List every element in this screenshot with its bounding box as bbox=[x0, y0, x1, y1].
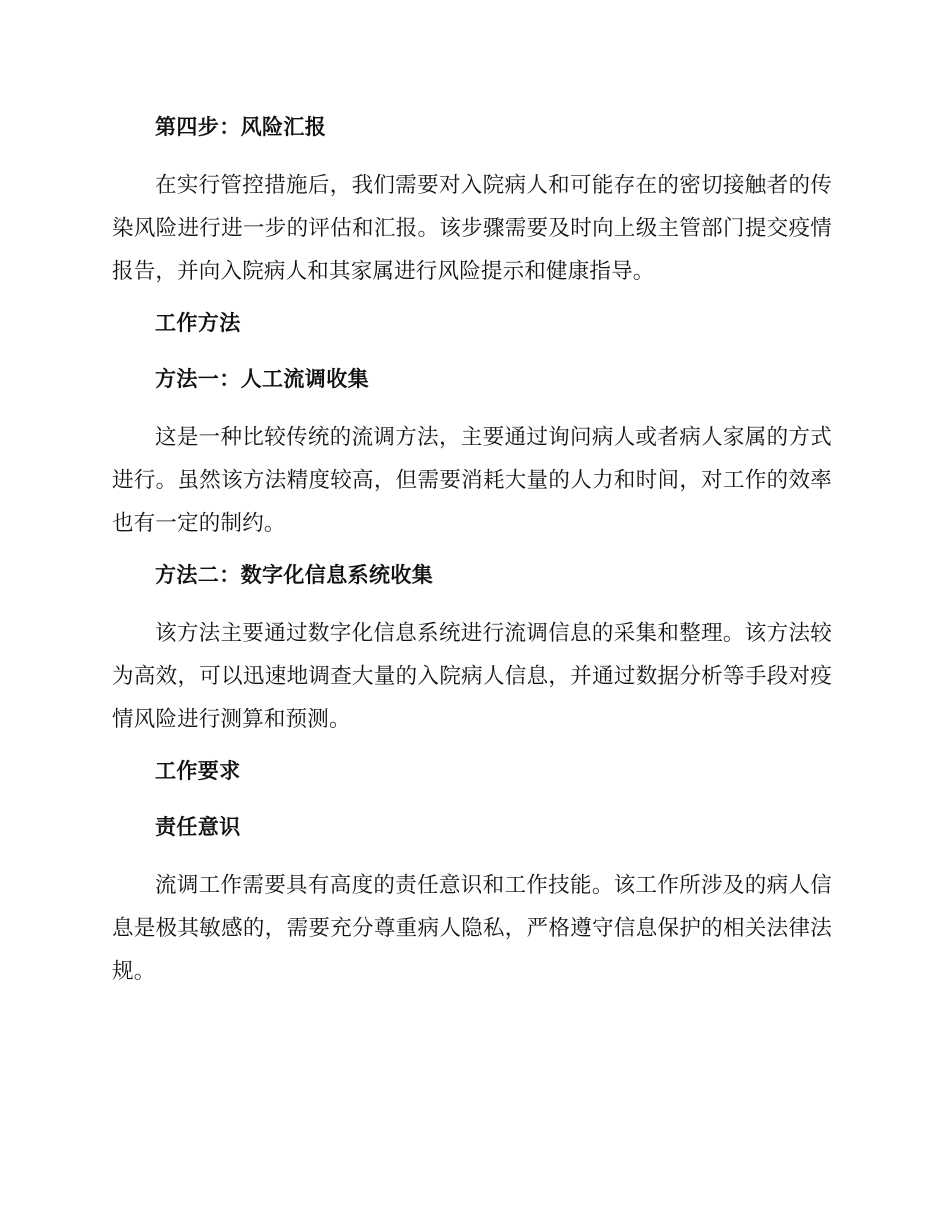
paragraph-method-one: 这是一种比较传统的流调方法，主要通过询问病人或者病人家属的方式进行。虽然该方法精度较高，但需要消耗大量的人力和时间，对工作的效率也有一定的制约。 bbox=[112, 425, 832, 536]
paragraph-risk-report: 在实行管控措施后，我们需要对入院病人和可能存在的密切接触者的传染风险进行进一步的评估和汇报。该步骤需要及时向上级主管部门提交疫情报告，并向入院病人和其家属进行风险提示和健康指导。 bbox=[112, 173, 832, 284]
heading-method-two: 方法二：数字化信息系统收集 bbox=[155, 563, 434, 587]
heading-work-methods: 工作方法 bbox=[155, 311, 241, 335]
paragraph-responsibility: 流调工作需要具有高度的责任意识和工作技能。该工作所涉及的病人信息是极其敏感的，需要充分尊重病人隐私，严格遵守信息保护的相关法律法规。 bbox=[112, 873, 832, 984]
heading-method-one: 方法一：人工流调收集 bbox=[155, 367, 369, 391]
paragraph-method-two: 该方法主要通过数字化信息系统进行流调信息的采集和整理。该方法较为高效，可以迅速地调查大量的入院病人信息，并通过数据分析等手段对疫情风险进行测算和预测。 bbox=[112, 621, 832, 732]
heading-step-four-risk-report: 第四步：风险汇报 bbox=[155, 115, 327, 139]
document-body bbox=[112, 109, 832, 993]
heading-responsibility: 责任意识 bbox=[155, 815, 241, 839]
heading-work-requirements: 工作要求 bbox=[155, 759, 241, 783]
